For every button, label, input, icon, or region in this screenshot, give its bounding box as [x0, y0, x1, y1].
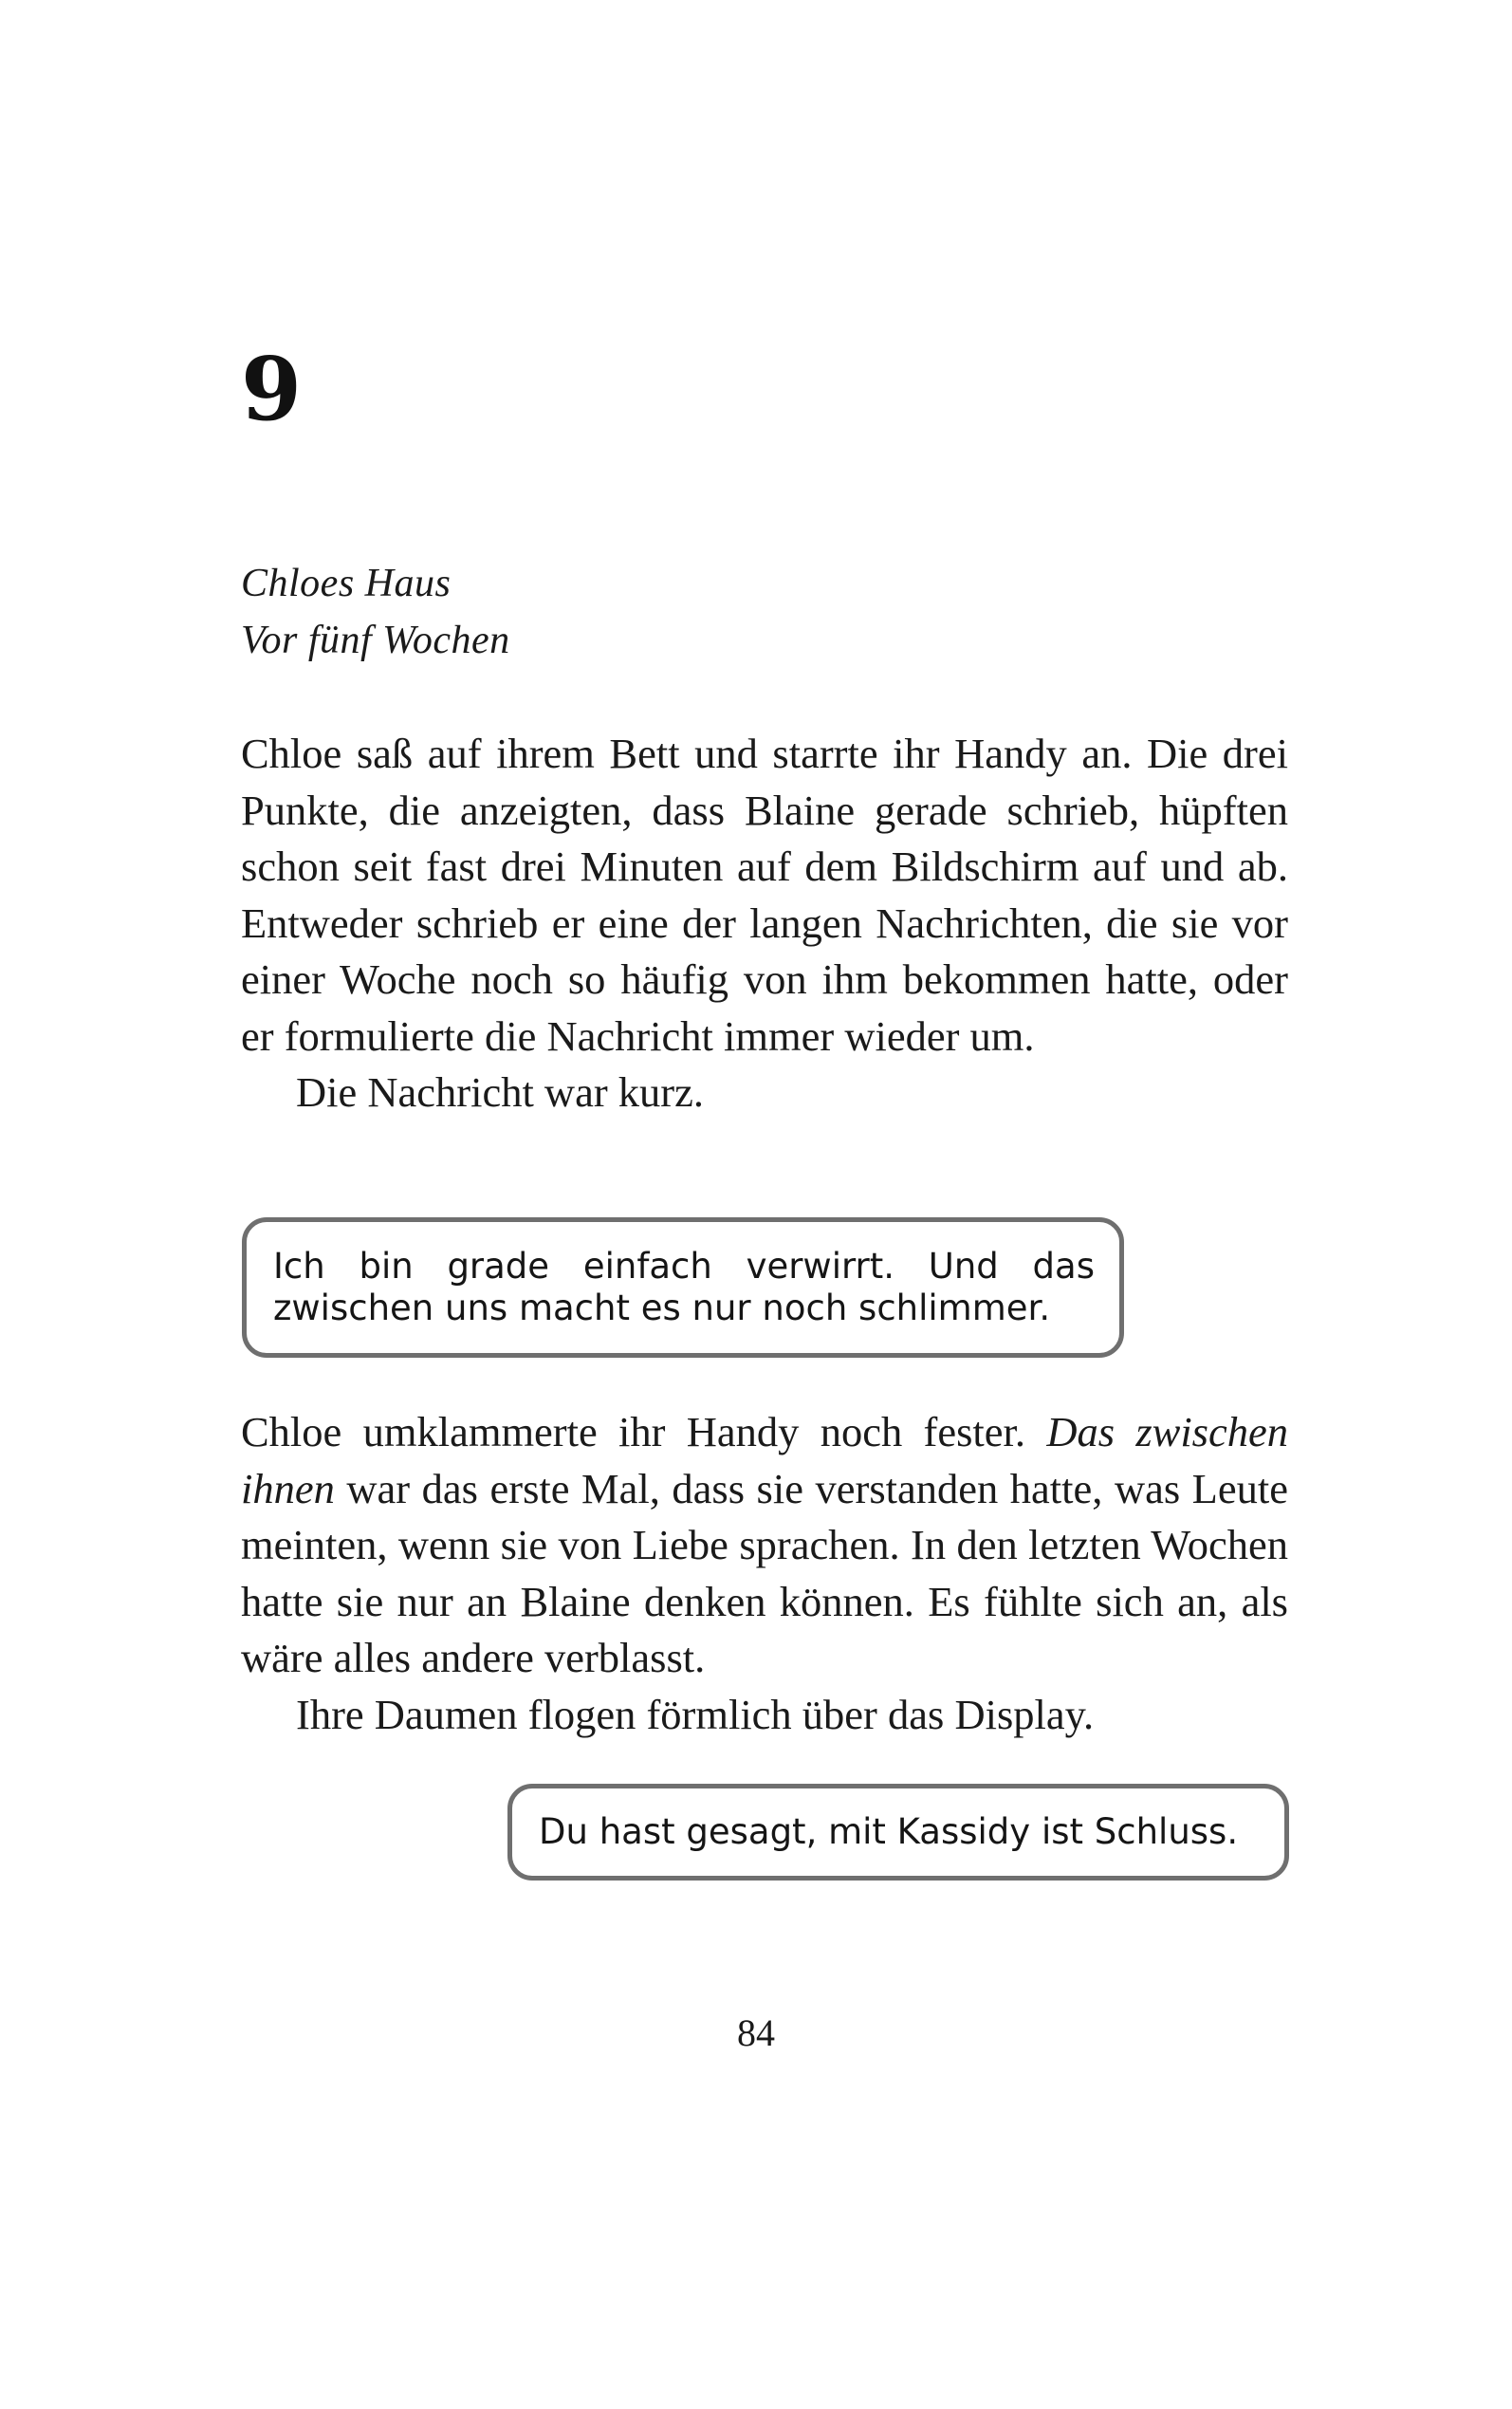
paragraph-3-end: war das erste Mal, dass sie verstanden hatte, was Leute meinten, wenn sie von Liebe sprachen. In den letzten Wochen hatte sie nur an Blaine denken können. Es fühlte sich an, als wäre alles andere verblasst.: [241, 1464, 1288, 1681]
setting-place: Chloes Haus: [241, 562, 452, 605]
paragraph-1: Chloe saß auf ihrem Bett und starrte ihr Handy an. Die drei Punkte, die anzeigten, dass Blaine gerade schrieb, hüpften schon seit fast drei Minuten auf dem Bildschirm auf und ab. Entweder schrieb er eine der langen Nachrichten, die sie vor einer Woche noch so häufig von ihm bekommen hatte, oder er formulierte die Nachricht immer wieder um.: [241, 730, 1288, 1060]
paragraph-2: Die Nachricht war kurz.: [296, 1068, 704, 1116]
setting-time: Vor fünf Wochen: [241, 619, 510, 662]
text-block-1: [241, 726, 1288, 1121]
text-message-bubble-2: Du hast gesagt, mit Kassidy ist Schluss.: [507, 1784, 1289, 1881]
text-block-2: [241, 1404, 1288, 1743]
paragraph-3-emphasis: Das zwischen ihnen: [241, 1408, 1289, 1512]
paragraph-3-start: Chloe umklammerte ihr Handy noch fester.: [241, 1408, 1047, 1455]
text-message-bubble-1: Ich bin grade einfach verwirrt. Und das zwischen uns macht es nur noch schlimmer.: [242, 1217, 1124, 1358]
paragraph-4: Ihre Daumen flogen förmlich über das Display.: [296, 1690, 1095, 1738]
paragraph-3: [241, 1404, 1288, 1687]
scene-setting: [241, 555, 1288, 669]
chapter-number: 9: [241, 338, 303, 440]
page-number: 84: [737, 2011, 775, 2054]
